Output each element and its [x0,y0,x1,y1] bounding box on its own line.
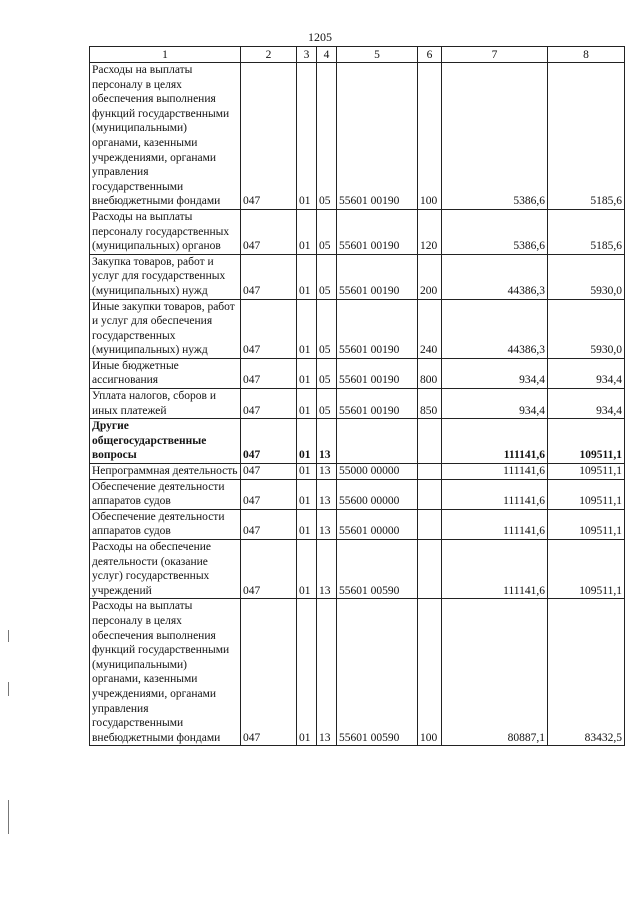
amount-cell: 5185,6 [548,63,625,210]
amount-cell: 109511,1 [548,540,625,599]
amount-cell: 44386,3 [442,299,548,358]
table-row [90,599,625,746]
subsection-code-cell: 05 [317,209,337,254]
amount-cell: 5386,6 [442,209,548,254]
amount-cell: 109511,1 [548,419,625,464]
amount-cell: 5386,6 [442,63,548,210]
row-name-cell: Непрограммная деятельность [90,464,241,480]
admin-code-cell: 047 [241,479,297,509]
amount-cell: 111141,6 [442,419,548,464]
expense-type-cell: 120 [418,209,442,254]
section-code-cell: 01 [297,389,317,419]
expense-type-cell [418,464,442,480]
subsection-code-cell: 05 [317,63,337,210]
section-code-cell: 01 [297,419,317,464]
section-code-cell: 01 [297,540,317,599]
target-article-cell: 55601 00190 [337,389,418,419]
target-article-cell: 55601 00590 [337,540,418,599]
admin-code-cell: 047 [241,299,297,358]
amount-cell: 5930,0 [548,254,625,299]
target-article-cell: 55601 00590 [337,599,418,746]
section-code-cell: 01 [297,209,317,254]
column-header: 7 [442,47,548,63]
expense-type-cell [418,540,442,599]
amount-cell: 934,4 [548,389,625,419]
column-number-row [90,47,625,63]
admin-code-cell: 047 [241,540,297,599]
row-name-cell: Обеспечение деятельности аппаратов судов [90,509,241,539]
subsection-code-cell: 05 [317,358,337,388]
table-row [90,63,625,210]
amount-cell: 111141,6 [442,479,548,509]
row-name-cell: Расходы на выплаты персоналу государственных (муниципальных) органов [90,209,241,254]
row-name-cell: Другие общегосударственные вопросы [90,419,241,464]
row-name-cell: Иные бюджетные ассигнования [90,358,241,388]
subsection-code-cell: 13 [317,509,337,539]
scan-margin-mark [8,800,9,834]
expense-type-cell: 100 [418,63,442,210]
table-row [90,479,625,509]
scan-margin-mark [8,630,9,642]
amount-cell: 111141,6 [442,464,548,480]
amount-cell: 934,4 [442,389,548,419]
column-header: 1 [90,47,241,63]
row-name-cell: Уплата налогов, сборов и иных платежей [90,389,241,419]
target-article-cell: 55601 00190 [337,358,418,388]
row-name-cell: Закупка товаров, работ и услуг для государственных (муниципальных) нужд [90,254,241,299]
subsection-code-cell: 13 [317,479,337,509]
amount-cell: 83432,5 [548,599,625,746]
expense-type-cell: 800 [418,358,442,388]
column-header: 4 [317,47,337,63]
section-code-cell: 01 [297,509,317,539]
section-code-cell: 01 [297,63,317,210]
subsection-code-cell: 13 [317,599,337,746]
section-code-cell: 01 [297,299,317,358]
admin-code-cell: 047 [241,419,297,464]
table-row [90,540,625,599]
admin-code-cell: 047 [241,389,297,419]
section-code-cell: 01 [297,479,317,509]
amount-cell: 111141,6 [442,540,548,599]
table-row [90,358,625,388]
amount-cell: 934,4 [442,358,548,388]
expense-type-cell [418,479,442,509]
amount-cell: 109511,1 [548,464,625,480]
table-row [90,419,625,464]
budget-table [89,46,625,746]
scan-margin-mark [8,682,9,696]
admin-code-cell: 047 [241,209,297,254]
column-header: 8 [548,47,625,63]
page-number: 1205 [308,30,332,44]
table-row [90,299,625,358]
table-row [90,209,625,254]
amount-cell: 934,4 [548,358,625,388]
section-code-cell: 01 [297,464,317,480]
expense-type-cell [418,419,442,464]
target-article-cell [337,419,418,464]
subsection-code-cell: 05 [317,299,337,358]
subsection-code-cell: 13 [317,419,337,464]
section-code-cell: 01 [297,599,317,746]
admin-code-cell: 047 [241,358,297,388]
table-row [90,509,625,539]
subsection-code-cell: 13 [317,464,337,480]
target-article-cell: 55601 00190 [337,209,418,254]
admin-code-cell: 047 [241,509,297,539]
target-article-cell: 55601 00190 [337,63,418,210]
table-row [90,254,625,299]
admin-code-cell: 047 [241,63,297,210]
amount-cell: 109511,1 [548,479,625,509]
admin-code-cell: 047 [241,254,297,299]
subsection-code-cell: 13 [317,540,337,599]
subsection-code-cell: 05 [317,389,337,419]
row-name-cell: Расходы на выплаты персоналу в целях обеспечения выполнения функций государственными (муниципальными) органами, казенными учреждениями, органами управления государственными внебюджетными фондами [90,599,241,746]
expense-type-cell [418,509,442,539]
target-article-cell: 55000 00000 [337,464,418,480]
amount-cell: 44386,3 [442,254,548,299]
target-article-cell: 55601 00190 [337,254,418,299]
table-row [90,464,625,480]
section-code-cell: 01 [297,254,317,299]
admin-code-cell: 047 [241,599,297,746]
expense-type-cell: 200 [418,254,442,299]
expense-type-cell: 240 [418,299,442,358]
row-name-cell: Расходы на обеспечение деятельности (оказание услуг) государственных учреждений [90,540,241,599]
target-article-cell: 55601 00190 [337,299,418,358]
column-header: 5 [337,47,418,63]
column-header: 2 [241,47,297,63]
section-code-cell: 01 [297,358,317,388]
table-row [90,389,625,419]
column-header: 6 [418,47,442,63]
expense-type-cell: 850 [418,389,442,419]
expense-type-cell: 100 [418,599,442,746]
target-article-cell: 55600 00000 [337,479,418,509]
admin-code-cell: 047 [241,464,297,480]
row-name-cell: Обеспечение деятельности аппаратов судов [90,479,241,509]
row-name-cell: Иные закупки товаров, работ и услуг для обеспечения государственных (муниципальных) нужд [90,299,241,358]
target-article-cell: 55601 00000 [337,509,418,539]
column-header: 3 [297,47,317,63]
amount-cell: 80887,1 [442,599,548,746]
amount-cell: 5185,6 [548,209,625,254]
subsection-code-cell: 05 [317,254,337,299]
row-name-cell: Расходы на выплаты персоналу в целях обеспечения выполнения функций государственными (муниципальными) органами, казенными учреждениями, органами управления государственными внебюджетными фондами [90,63,241,210]
amount-cell: 111141,6 [442,509,548,539]
amount-cell: 5930,0 [548,299,625,358]
amount-cell: 109511,1 [548,509,625,539]
